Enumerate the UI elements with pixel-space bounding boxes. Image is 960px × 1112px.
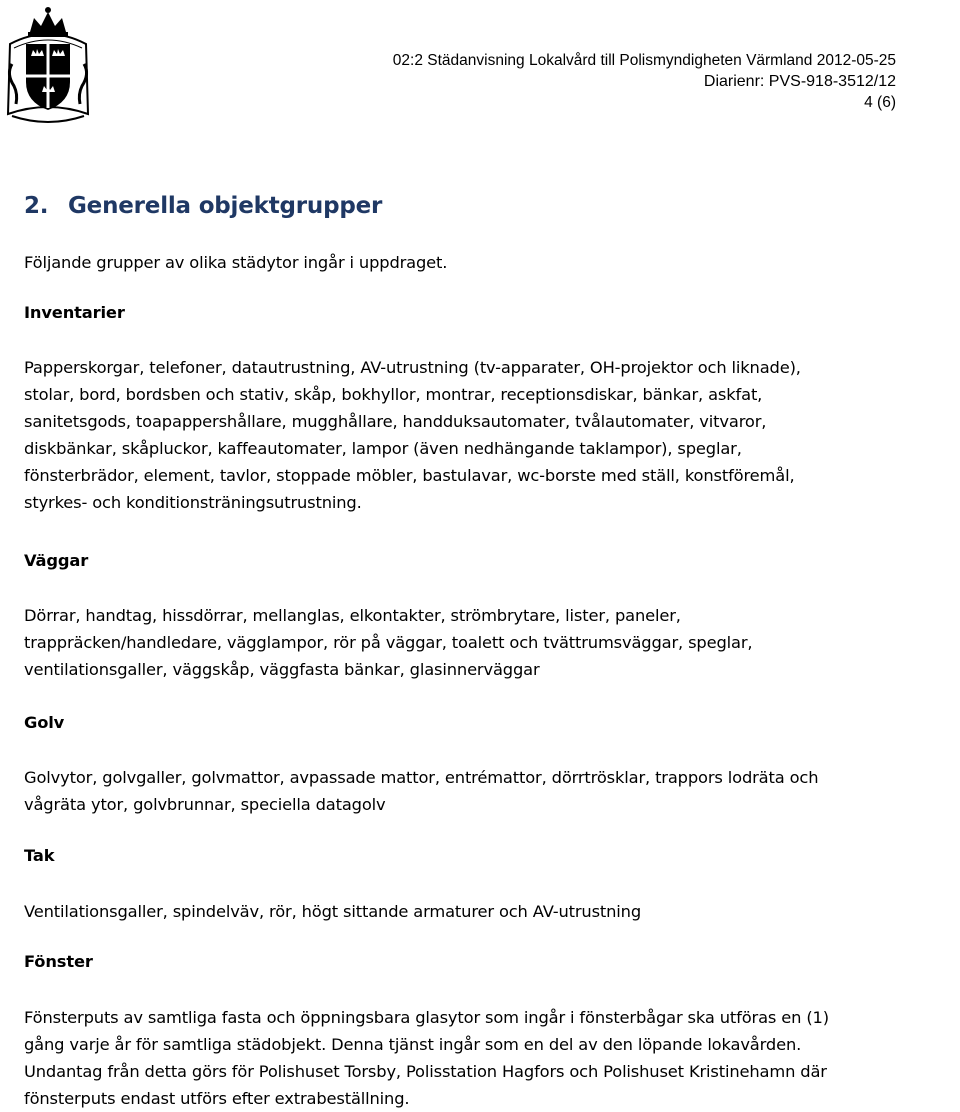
text-line: gång varje år för samtliga städobjekt. Denna tjänst ingår som en del av den löpande lokavården. [24, 1035, 802, 1054]
text-line: fönsterbrädor, element, tavlor, stoppade möbler, bastulavar, wc-borste med ställ, konstföremål, [24, 466, 795, 485]
text-line: styrkes- och konditionsträningsutrustning. [24, 493, 362, 512]
section-heading-title: Generella objektgrupper [68, 193, 383, 219]
text-line: trappräcken/handledare, vägglampor, rör på väggar, toalett och tvättrumsväggar, speglar, [24, 633, 753, 652]
subheading-inventarier: Inventarier [24, 303, 125, 322]
document-header [393, 50, 896, 113]
text-line: vågräta ytor, golvbrunnar, speciella datagolv [24, 795, 386, 814]
text-line: Fönsterputs av samtliga fasta och öppningsbara glasytor som ingår i fönsterbågar ska utföras en (1) [24, 1008, 829, 1027]
subheading-tak: Tak [24, 846, 55, 865]
text-line: fönsterputs endast utförs efter extrabeställning. [24, 1089, 410, 1108]
paragraph-inventarier [24, 354, 801, 516]
header-reference-number: Diarienr: PVS-918-3512/12 [703, 73, 896, 90]
intro-paragraph: Följande grupper av olika städytor ingår i uppdraget. [24, 253, 448, 272]
paragraph-golv [24, 764, 818, 818]
header-title: 02:2 Städanvisning Lokalvård till Polismyndigheten Värmland 2012-05-25 [392, 52, 896, 69]
section-heading-number: 2. [24, 193, 49, 219]
subheading-vaggar: Väggar [24, 551, 89, 570]
header-page-number: 4 (6) [864, 94, 896, 111]
paragraph-tak [24, 898, 641, 925]
text-line: ventilationsgaller, väggskåp, väggfasta bänkar, glasinnerväggar [24, 660, 540, 679]
text-line: Papperskorgar, telefoner, datautrustning, AV-utrustning (tv-apparater, OH-projektor och liknade), [24, 358, 801, 377]
text-line: Golvytor, golvgaller, golvmattor, avpassade mattor, entrémattor, dörrtrösklar, trappors lodräta och [24, 768, 819, 787]
paragraph-fonster [24, 1004, 829, 1112]
text-line: stolar, bord, bordsben och stativ, skåp, bokhyllor, montrar, receptionsdiskar, bänkar, askfat, [24, 385, 763, 404]
text-line: Dörrar, handtag, hissdörrar, mellanglas, elkontakter, strömbrytare, lister, paneler, [24, 606, 681, 625]
coat-of-arms-logo [4, 4, 92, 128]
paragraph-vaggar [24, 602, 752, 683]
subheading-fonster: Fönster [24, 952, 93, 971]
subheading-golv: Golv [24, 713, 65, 732]
section-heading [24, 193, 382, 219]
text-line: diskbänkar, skåpluckor, kaffeautomater, lampor (även nedhängande taklampor), speglar, [24, 439, 742, 458]
text-line: sanitetsgods, toapappershållare, mugghållare, handduksautomater, tvålautomater, vitvaror, [24, 412, 767, 431]
text-line: Undantag från detta görs för Polishuset Torsby, Polisstation Hagfors och Polishuset Kristinehamn där [24, 1062, 827, 1081]
text-line: Ventilationsgaller, spindelväv, rör, högt sittande armaturer och AV-utrustning [24, 902, 642, 921]
